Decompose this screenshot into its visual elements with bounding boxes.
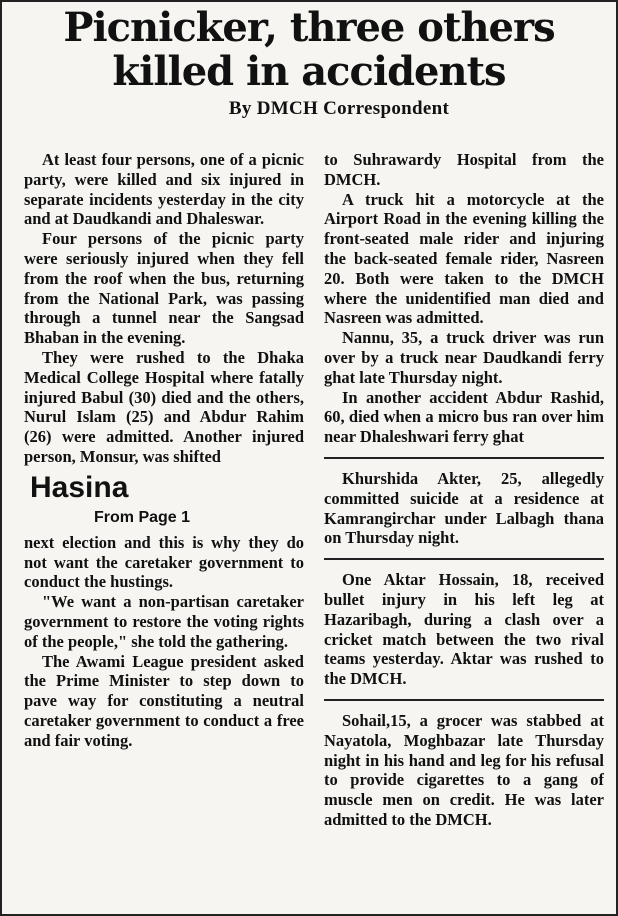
from-page-label: From Page 1 <box>94 508 191 526</box>
hasina-paragraph: "We want a non-partisan caretaker government to restore the voting rights of the people," she told the gathering. <box>24 592 304 651</box>
headline-line-2: killed in accidents <box>112 48 506 95</box>
hasina-title: Hasina <box>30 470 129 504</box>
brief-item: Sohail,15, a grocer was stabbed at Nayatola, Moghbazar late Thursday night in his hand and leg for his refusal to provide cigarettes to a gang of muscle men on credit. He was later admitted to the DMCH. <box>324 710 604 829</box>
headline <box>2 6 616 94</box>
divider <box>324 699 604 701</box>
divider <box>324 457 604 459</box>
headline-line-1: Picnicker, three others <box>63 4 555 51</box>
article-columns <box>24 150 604 906</box>
byline: By DMCH Correspondent <box>228 98 450 119</box>
article-paragraph: A truck hit a motorcycle at the Airport Road in the evening killing the front-seated male rider and injuring the back-seated female rider, Nasreen 20. Both were taken to the DMCH where the unidentified man died and Nasreen was admitted. <box>324 189 604 328</box>
article-paragraph: In another accident Abdur Rashid, 60, died when a micro bus ran over him near Dhaleshwari ferry ghat <box>324 387 604 447</box>
hasina-paragraph: The Awami League president asked the Prime Minister to step down to pave way for constituting a neutral caretaker government to conduct a free and fair voting. <box>24 651 304 750</box>
article-paragraph: They were rushed to the Dhaka Medical College Hospital where fatally injured Babul (30) died and the others, Nurul Islam (25) and Abdur Rahim (26) were admitted. Another injured person, Monsur, was shifted <box>24 347 304 466</box>
article-paragraph: to Suhrawardy Hospital from the DMCH. <box>324 150 604 189</box>
article-paragraph: Nannu, 35, a truck driver was run over by a truck near Daudkandi ferry ghat late Thursday night. <box>324 328 604 387</box>
brief-item: Khurshida Akter, 25, allegedly committed suicide at a residence at Kamrangirchar under Lalbagh thana on Thursday night. <box>324 468 604 548</box>
divider <box>324 558 604 560</box>
brief-item: One Aktar Hossain, 18, received bullet injury in his left leg at Hazaribagh, during a clash over a cricket match between the two rival teams yesterday. Aktar was rushed to the DMCH. <box>324 570 604 689</box>
article-paragraph: At least four persons, one of a picnic party, were killed and six injured in separate incidents yesterday in the city and at Daudkandi and Dhaleswar. <box>24 150 304 229</box>
left-column <box>24 150 304 906</box>
right-column <box>324 150 604 906</box>
article-paragraph: Four persons of the picnic party were seriously injured when they fell from the roof when the bus, returning from the National Park, was passing through a tunnel near the Sangsad Bhaban in the evening. <box>24 229 304 348</box>
hasina-paragraph: next election and this is why they do not want the caretaker government to conduct the hustings. <box>24 532 304 592</box>
